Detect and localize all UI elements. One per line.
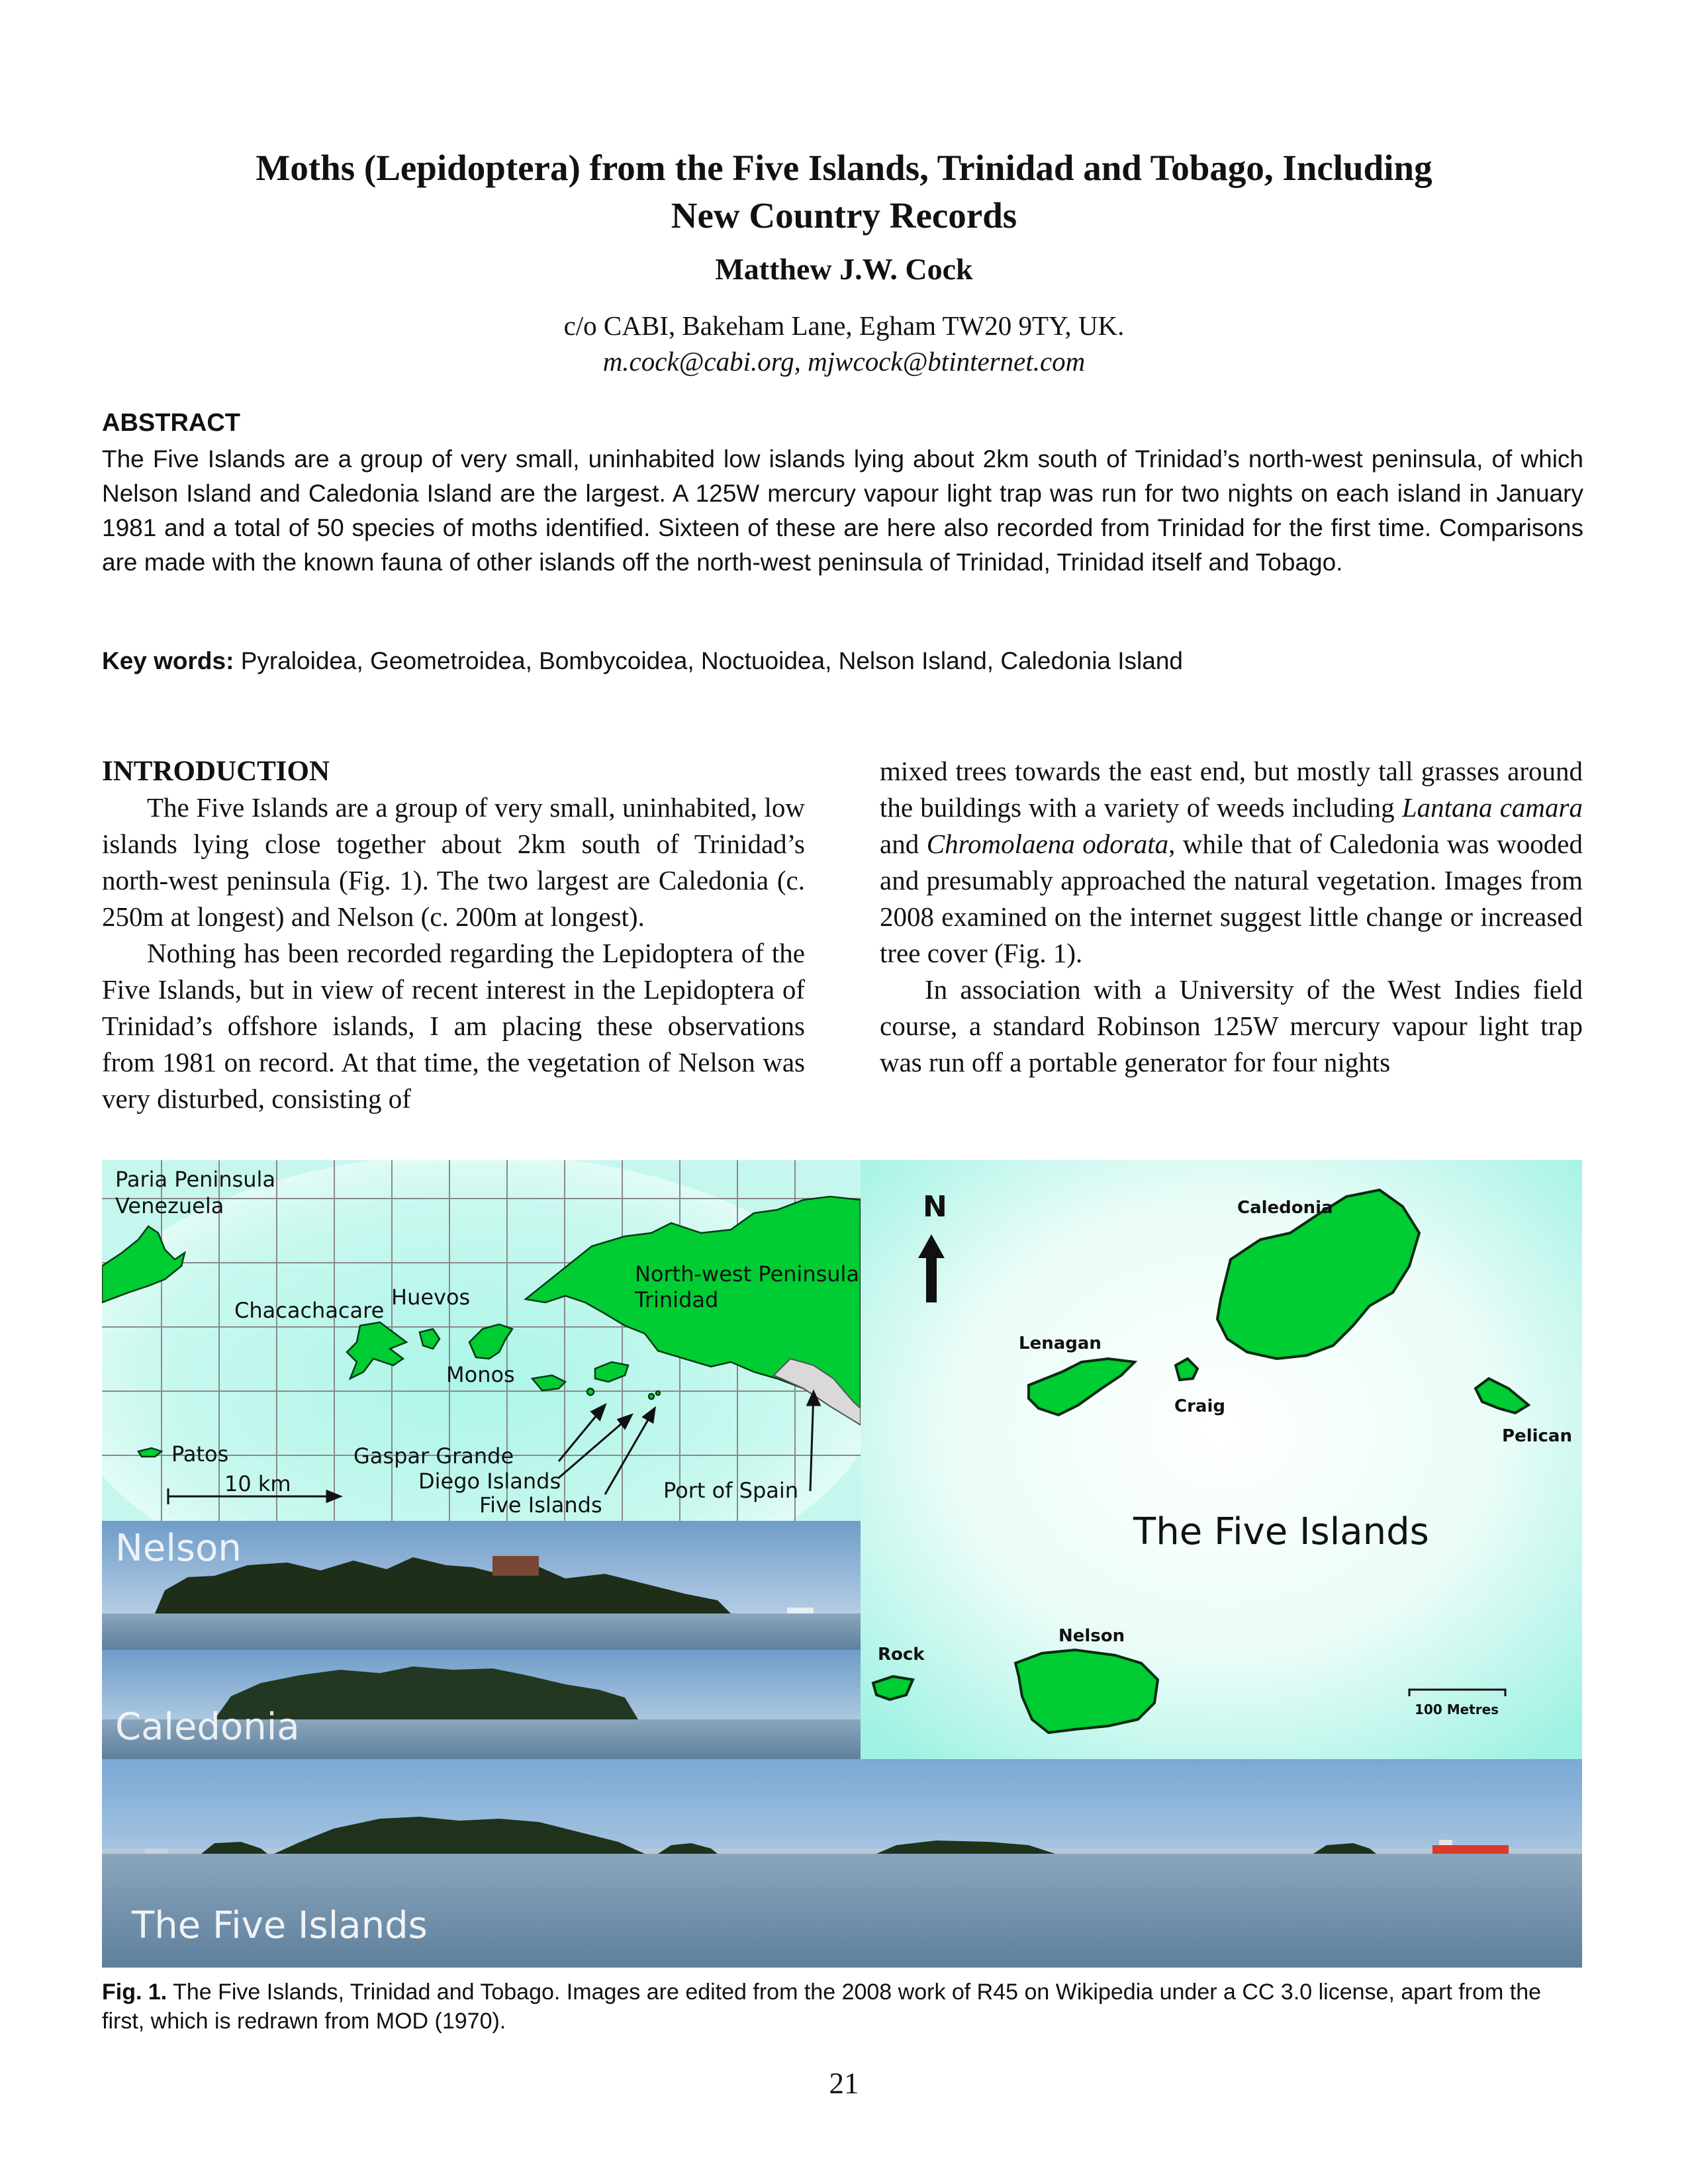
author-affiliation: c/o CABI, Bakeham Lane, Egham TW20 9TY, UK. xyxy=(563,310,1125,341)
column-right xyxy=(880,753,1583,1081)
intro-paragraph-1: The Five Islands are a group of very small, uninhabited, low islands lying close together about 2km south of Trinidad’s north-west peninsula (Fig. 1). The two largest are Caledonia (c. 250m at longest) and Nelson (c. 200m at longest). xyxy=(102,792,805,932)
intro-paragraph-3: mixed trees towards the east end, but mostly tall grasses around the buildings with a variety of weeds including Lantana camara and Chromolaena odorata, while that of Caledonia was wooded and presumably approached the natural vegetation. Images from 2008 examined on the internet suggest little change or increased tree cover (Fig. 1). xyxy=(880,756,1583,968)
label-scale-100m: 100 Metres xyxy=(1415,1702,1499,1717)
figure-caption xyxy=(102,1978,1582,2036)
intro-paragraph-4: In association with a University of the West Indies field course, a standard Robinson 125W mercury vapour light trap was run off a portable generator for four nights xyxy=(880,974,1583,1077)
five-islands-detail-map xyxy=(861,1160,1582,1759)
label-five-islands: Five Islands xyxy=(479,1492,602,1518)
photo-label-nelson: Nelson xyxy=(115,1527,242,1570)
label-lenagan: Lenagan xyxy=(1019,1334,1102,1353)
column-left xyxy=(102,753,805,1117)
species-lantana: Lantana camara xyxy=(1401,792,1583,823)
label-caledonia: Caledonia xyxy=(1237,1198,1333,1218)
figure-1 xyxy=(102,1160,1582,1968)
keywords xyxy=(102,647,1585,675)
label-trinidad: Trinidad xyxy=(635,1287,719,1312)
paper-title xyxy=(99,144,1589,240)
author-name: Matthew J.W. Cock xyxy=(715,252,973,286)
label-chacachacare: Chacachacare xyxy=(234,1298,385,1323)
rock-island xyxy=(873,1676,913,1700)
detail-map-title: The Five Islands xyxy=(1133,1510,1429,1553)
photo-nelson xyxy=(102,1521,861,1650)
label-pelican: Pelican xyxy=(1502,1426,1572,1446)
species-chromolaena: Chromolaena odorata xyxy=(926,829,1169,859)
abstract-heading: ABSTRACT xyxy=(102,409,240,437)
label-paria-peninsula: Paria Peninsula xyxy=(115,1167,276,1192)
keywords-text: Pyraloidea, Geometroidea, Bombycoidea, Noctuoidea, Nelson Island, Caledonia Island xyxy=(234,647,1184,674)
north-arrow-label: N xyxy=(923,1190,947,1224)
label-huevos: Huevos xyxy=(391,1285,471,1310)
label-venezuela: Venezuela xyxy=(115,1193,224,1218)
nelson-island xyxy=(1015,1650,1158,1733)
photo-five-islands-panorama xyxy=(102,1759,1582,1968)
label-nelson: Nelson xyxy=(1058,1626,1125,1646)
page-number: 21 xyxy=(829,2067,859,2100)
photo-label-caledonia: Caledonia xyxy=(115,1706,300,1749)
title-line-1: Moths (Lepidoptera) from the Five Islands, Trinidad and Tobago, Including xyxy=(256,148,1432,188)
label-craig: Craig xyxy=(1174,1396,1225,1416)
label-diego-islands: Diego Islands xyxy=(418,1469,561,1494)
keywords-label: Key words: xyxy=(102,647,234,674)
author-emails: m.cock@cabi.org, mjwcock@btinternet.com xyxy=(602,346,1086,377)
photo-caledonia xyxy=(102,1650,861,1759)
abstract-text: The Five Islands are a group of very small, uninhabited low islands lying about 2km south of Trinidad’s north-west peninsula, of which Nelson Island and Caledonia Island are the largest. A 125W mercury vapour light trap was run for two nights on each island in January 1981 and a total of 50 species of moths identified. Sixteen of these are here also recorded from Trinidad for the first time. Comparisons are made with the known fauna of other islands off the north-west peninsula of Trinidad, Trinidad itself and Tobago. xyxy=(102,445,1583,576)
label-monos: Monos xyxy=(446,1362,515,1387)
photo-label-five-islands: The Five Islands xyxy=(132,1904,428,1947)
label-rock: Rock xyxy=(878,1645,925,1664)
caption-text: The Five Islands, Trinidad and Tobago. Images are edited from the 2008 work of R45 on Wikipedia under a CC 3.0 license, apart from the first, which is redrawn from MOD (1970). xyxy=(102,1979,1542,2034)
label-port-of-spain: Port of Spain xyxy=(663,1478,799,1503)
intro-paragraph-2: Nothing has been recorded regarding the Lepidoptera of the Five Islands, but in view of recent interest in the Lepidoptera of Trinidad’s offshore islands, I am placing these observations from 1981 on record. At that time, the vegetation of Nelson was very disturbed, consisting of xyxy=(102,938,805,1114)
label-gaspar-grande: Gaspar Grande xyxy=(353,1443,514,1469)
caption-label: Fig. 1. xyxy=(102,1979,167,2005)
label-patos: Patos xyxy=(171,1441,229,1467)
title-line-2: New Country Records xyxy=(671,195,1017,236)
label-scale-10km: 10 km xyxy=(224,1471,291,1496)
label-north-west-peninsula: North-west Peninsula xyxy=(635,1261,860,1287)
introduction-heading: INTRODUCTION xyxy=(102,756,330,787)
